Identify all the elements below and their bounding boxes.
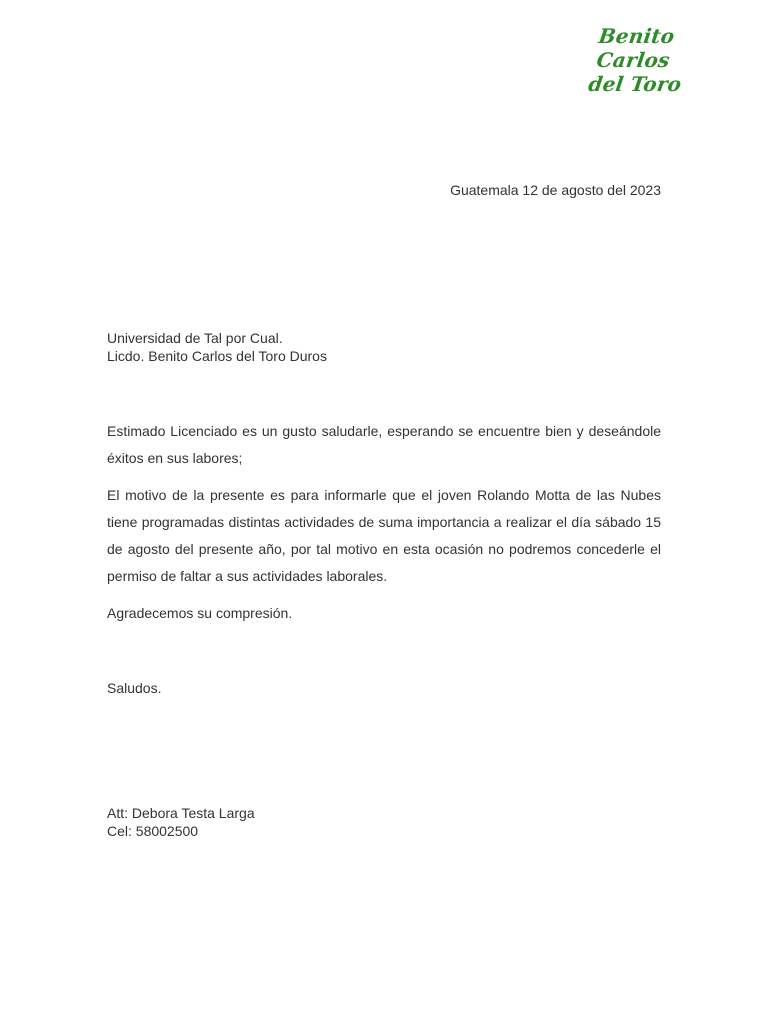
body-paragraph-thanks: Agradecemos su compresión. [107, 605, 293, 621]
logo-line-1: Benito Carlos [595, 24, 677, 72]
signature-block [107, 804, 255, 840]
recipient-block [107, 329, 667, 365]
recipient-institution: Universidad de Tal por Cual. [107, 330, 283, 346]
logo-line-2: del Toro [586, 72, 684, 96]
letter-date: Guatemala 12 de agosto del 2023 [450, 182, 661, 198]
body-paragraph-motive: El motivo de la presente es para informarle que el joven Rolando Motta de las Nubes tiene programadas distintas actividades de suma importancia a realizar el día sábado 15 de agosto del presente año, por tal motivo en esta ocasión no podremos concederle el permiso de faltar a sus actividades laborales. [107, 487, 661, 584]
letterhead-logo [574, 24, 696, 96]
letter-closing: Saludos. [107, 680, 162, 696]
signature-cel: Cel: 58002500 [107, 823, 199, 839]
recipient-name: Licdo. Benito Carlos del Toro Duros [107, 348, 327, 364]
signature-att: Att: Debora Testa Larga [107, 805, 255, 821]
body-paragraph-greeting: Estimado Licenciado es un gusto saludarle, esperando se encuentre bien y deseándole éxitos en sus labores; [107, 423, 661, 466]
letter-body [107, 418, 661, 637]
